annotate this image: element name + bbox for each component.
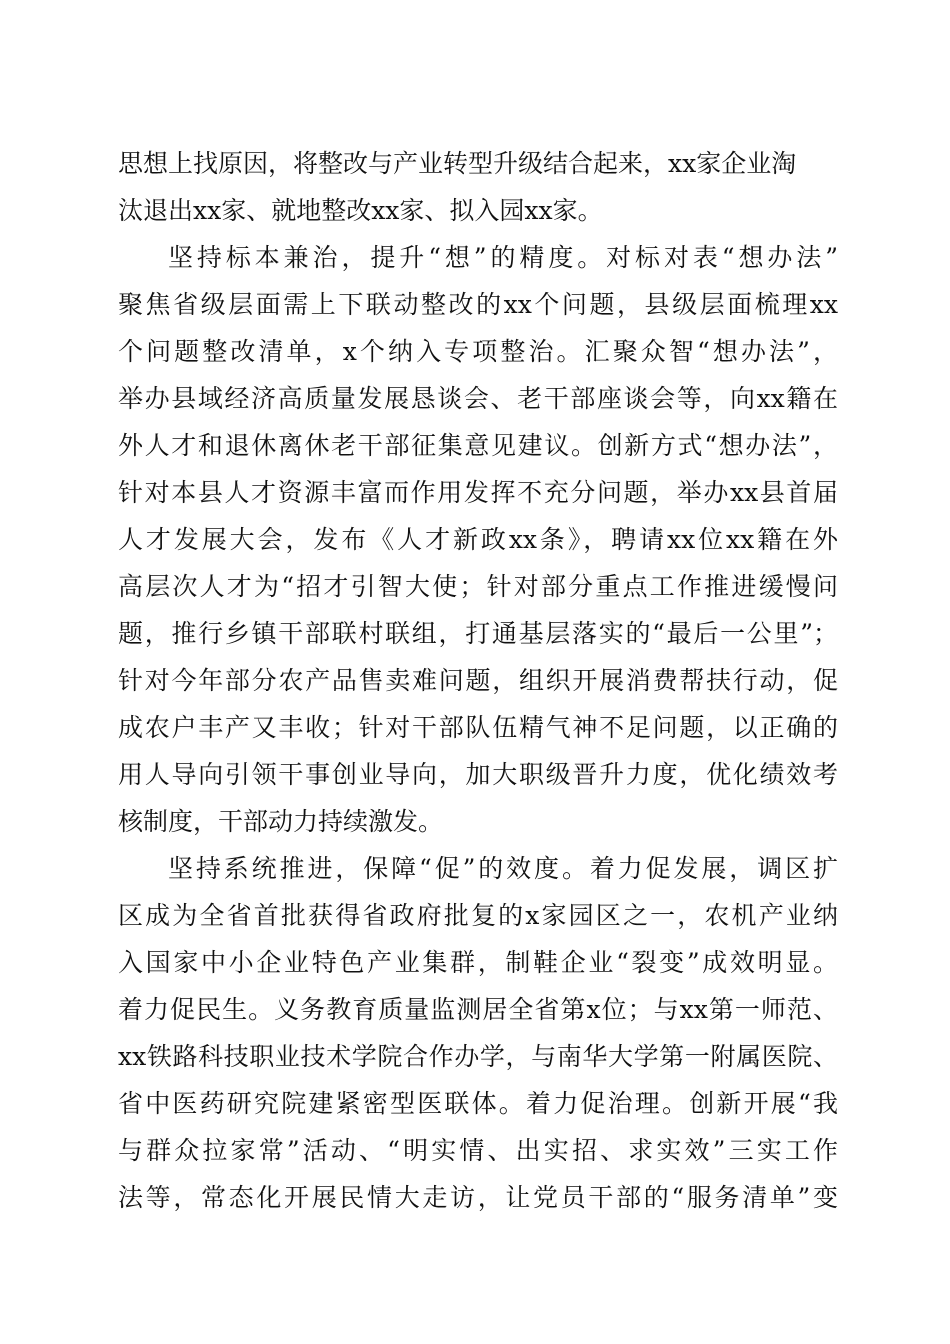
- text-line: 思想上找原因，将整改与产业转型升级结合起来，xx家企业淘: [118, 149, 797, 178]
- text-line: 聚焦省级层面需上下联动整改的xx个问题，县级层面梳理xx: [118, 290, 838, 319]
- text-line: 成农户丰产又丰收；针对干部队伍精气神不足问题，以正确的: [118, 713, 838, 742]
- text-line: 外人才和退休离休老干部征集意见建议。创新方式“想办法”，: [118, 431, 838, 460]
- text-line: 个问题整改清单，x个纳入专项整治。汇聚众智“想办法”，: [118, 337, 838, 366]
- text-line: 题，推行乡镇干部联村联组，打通基层落实的“最后一公里”；: [118, 619, 838, 648]
- text-line: 入国家中小企业特色产业集群，制鞋企业“裂变”成效明显。: [118, 948, 838, 977]
- paragraph-first-line: 坚持标本兼治，提升“想”的精度。对标对表“想办法”: [168, 243, 838, 272]
- text-line: 高层次人才为“招才引智大使；针对部分重点工作推进缓慢问: [118, 572, 838, 601]
- text-line: xx铁路科技职业技术学院合作办学，与南华大学第一附属医院、: [118, 1042, 838, 1071]
- text-line: 法等，常态化开展民情大走访，让党员干部的“服务清单”变: [118, 1183, 838, 1212]
- text-line: 针对今年部分农产品售卖难问题，组织开展消费帮扶行动，促: [118, 666, 838, 695]
- text-line: 举办县域经济高质量发展恳谈会、老干部座谈会等，向xx籍在: [118, 384, 838, 413]
- text-line: 针对本县人才资源丰富而作用发挥不充分问题，举办xx县首届: [118, 478, 838, 507]
- text-line: 与群众拉家常”活动、“明实情、出实招、求实效”三实工作: [118, 1136, 838, 1165]
- text-line: 汰退出xx家、就地整改xx家、拟入园xx家。: [118, 196, 603, 225]
- text-line: 着力促民生。义务教育质量监测居全省第x位；与xx第一师范、: [118, 995, 838, 1024]
- text-line: 用人导向引领干事创业导向，加大职级晋升力度，优化绩效考: [118, 760, 838, 789]
- paragraph-first-line: 坚持系统推进，保障“促”的效度。着力促发展，调区扩: [168, 854, 838, 883]
- text-line: 人才发展大会，发布《人才新政xx条》，聘请xx位xx籍在外: [118, 525, 838, 554]
- text-line: 核制度，干部动力持续激发。: [118, 807, 444, 836]
- text-line: 省中医药研究院建紧密型医联体。着力促治理。创新开展“我: [118, 1089, 838, 1118]
- text-line: 区成为全省首批获得省政府批复的x家园区之一，农机产业纳: [118, 901, 838, 930]
- document-body: [118, 140, 838, 1221]
